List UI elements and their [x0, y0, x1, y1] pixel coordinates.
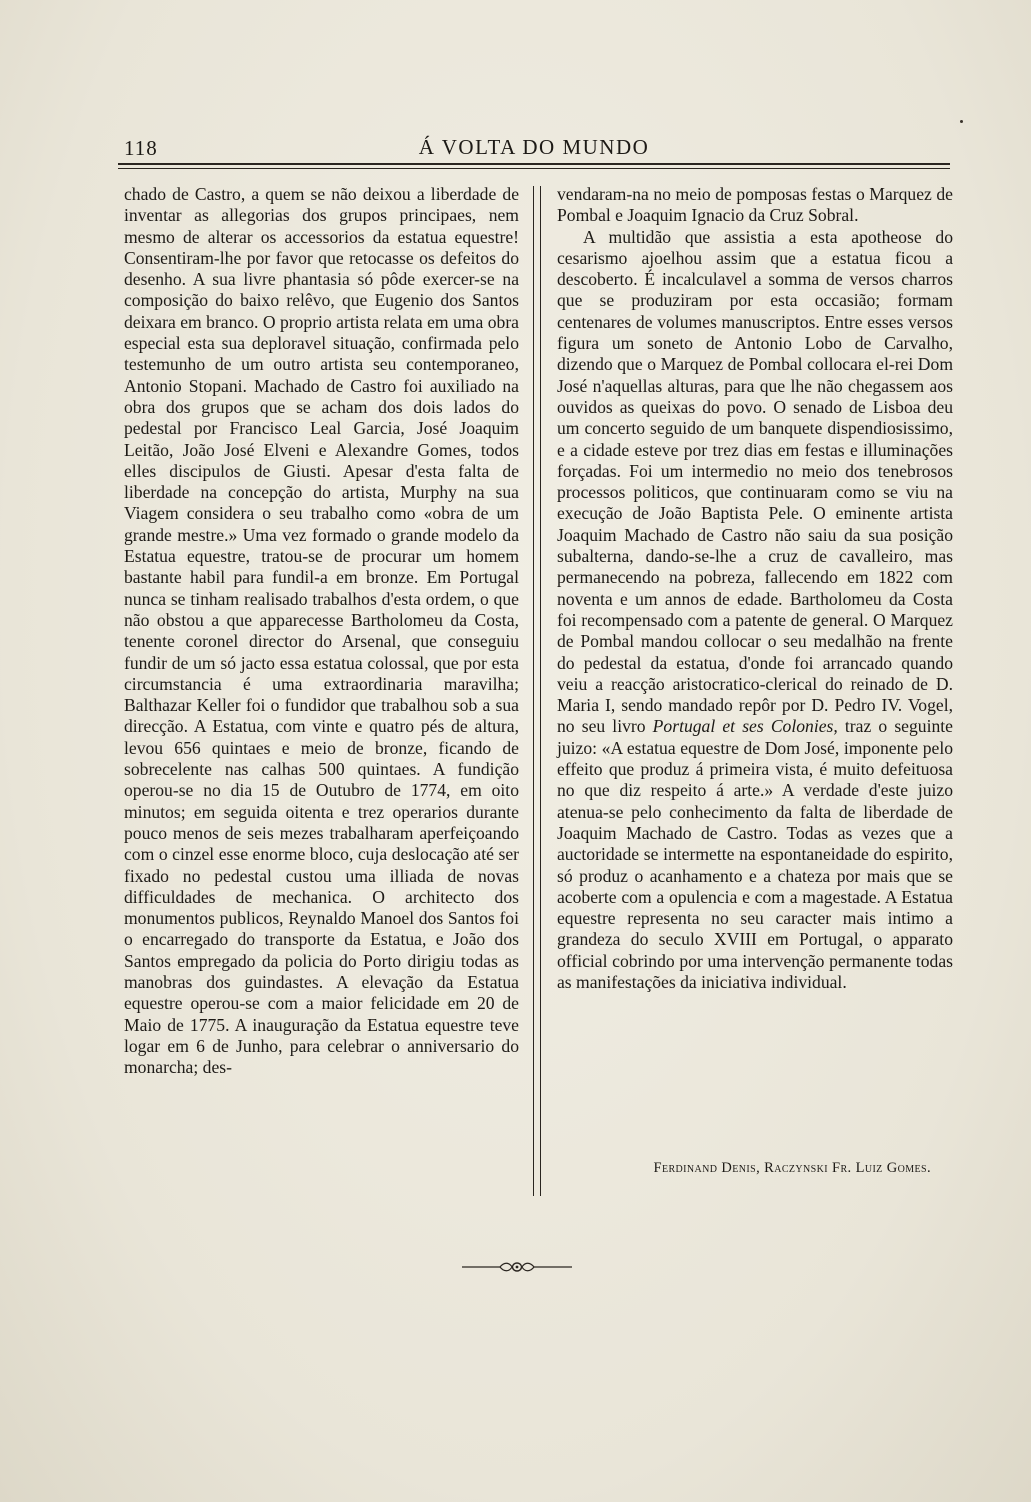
left-column-text: chado de Castro, a quem se não deixou a liberdade de inventar as allegorias dos grupos principaes, nem mesmo de alterar os accessorios da estatua equestre! Consentiram-lhe por favor que retocasse os defeitos do desenho. A sua livre phantasia só pôde exercer-se na composição do baixo relêvo, que Eugenio dos Santos deixara em branco. O proprio artista relata em uma obra especial esta sua deploravel situação, confirmada pelo testemunho de um outro artista seu contemporaneo, Antonio Stopani. Machado de Castro foi auxiliado na obra dos grupos que se acham dos dois lados do pedestal por Francisco Leal Garcia, José Joaquim Leitão, João José Elveni e Alexandre Gomes, todos elles discipulos de Giusti. Apesar d'esta falta de liberdade na concepção do artista, Murphy na sua Viagem considera o seu trabalho como «obra de um grande mestre.» Uma vez formado o grande modelo da Estatua equestre, tratou-se de procurar um homem bastante habil para fundil-a em bronze. Em Portugal nunca se tinham realisado trabalhos d'esta ordem, o que não obstou a que apparecesse Bartholomeu da Costa, tenente coronel director do Arsenal, que conseguiu fundir de um só jacto essa estatua colossal, que por esta circumstancia é uma extraordinaria maravilha; Balthazar Keller foi o fundidor que trabalhou sob a sua direcção. A Estatua, com vinte e quatro pés de altura, levou 656 quintaes e meio de bronze, ficando de sobrecelente nas calhas 500 quintaes. A fundição operou-se no dia 15 de Outubro de 1774, em oito minutos; em seguida oitenta e trez operarios durante pouco menos de seis mezes trabalharam aperfeiçoando com o cinzel esse enorme bloco, cuja deslocação até ser fixado no pedestal custou uma illiada de novas difficuldades de mechanica. O architecto dos monumentos publicos, Reynaldo Manoel dos Santos foi o encarregado do transporte da Estatua, e João dos Santos empregado da policia do Porto dirigiu todas as manobras dos guindastes. A elevação da Estatua equestre operou-se com a maior felicidade em 20 de Maio de 1775. A inauguração da Estatua equestre teve logar em 6 de Junho, para celebrar o anniversario do monarcha; des- — [124, 184, 519, 1078]
author-signature: Ferdinand Denis, Raczynski Fr. Luiz Gomes. — [653, 1160, 931, 1176]
book-title: Portugal et ses Colonies, — [652, 716, 838, 737]
left-column — [124, 184, 519, 1078]
right-paragraph-2-part-1: A multidão que assistia a esta apotheose do cesarismo ajoelhou assim que a estatua ficou a descoberto. É incalculavel a somma de versos charros que se produziram por esta occasião; formam centenares de volumes manuscriptos. Entre esses versos figura um soneto de Antonio Lobo de Carvalho, dizendo que o Marquez de Pombal collocara el-rei Dom José n'aquellas alturas, para que lhe não chegassem aos ouvidos as queixas do povo. O senado de Lisboa deu um concerto seguido de um banquete dispendiosissimo, e a cidade esteve por trez dias em festas e illuminações forçadas. Foi um intermedio no meio dos tenebrosos processos politicos, que continuaram como se viu na execução de João Baptista Pele. O eminente artista Joaquim Machado de Castro não saiu da sua posição subalterna, dando-se-lhe a cruz de cavalleiro, mas permanecendo na pobreza, fallecendo em 1822 com noventa e um annos de edade. Bartholomeu da Costa foi recompensado com a patente de general. O Marquez de Pombal mandou collocar o seu medalhão na frente do pedestal da estatua, d'onde foi arrancado quando veiu a reacção aristocratico-clerical do reinado de D. Maria I, sendo mandado repôr por D. Pedro IV. Vogel, no seu livro — [557, 226, 953, 737]
ornamental-rule-icon — [462, 1259, 572, 1275]
running-title: Á VOLTA DO MUNDO — [418, 135, 650, 159]
right-paragraph-2 — [557, 227, 953, 994]
right-paragraph-1: vendaram-na no meio de pomposas festas o Marquez de Pombal e Joaquim Ignacio da Cruz Sobral. — [557, 184, 953, 226]
right-column — [557, 184, 953, 993]
paper-speck — [960, 120, 963, 123]
header-rule-thin — [118, 168, 950, 169]
page-number: 118 — [124, 136, 158, 160]
column-divider — [533, 186, 541, 1196]
right-paragraph-2-part-2: traz o seguinte juizo: «A estatua equestre de Dom José, imponente pelo effeito que produz á primeira vista, é muito defeituosa no que diz respeito á arte.» A verdade d'este juizo atenua-se pelo conhecimento da falta de liberdade de Joaquim Machado de Castro. Todas as vezes que a auctoridade se intermette na espontaneidade do espirito, só produz o acanhamento e a chateza por mais que se acoberte com a opulencia e com a magestade. A Estatua equestre representa no seu caracter mais intimo a grandeza do seculo XVIII em Portugal, o apparato official cobrindo por uma intervenção permanente todas as manifestações da iniciativa individual. — [557, 716, 953, 992]
header-rule-thick — [118, 163, 950, 165]
page-header — [118, 132, 950, 160]
